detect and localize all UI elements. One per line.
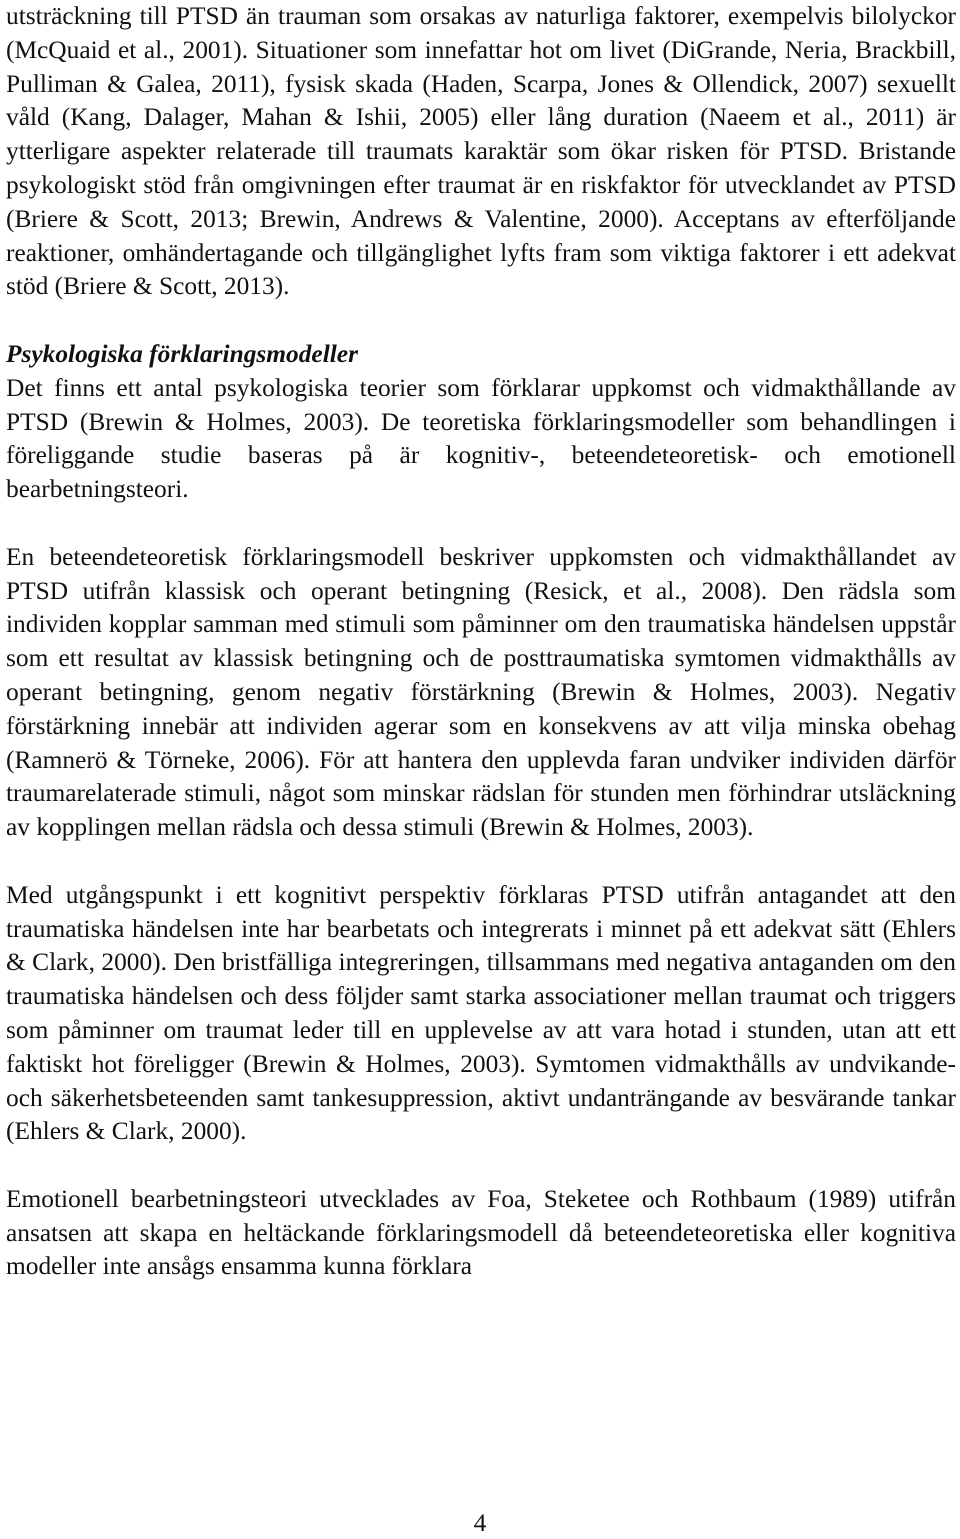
- paragraph-gap: [6, 1149, 956, 1183]
- paragraph-cognitive-model: Med utgångspunkt i ett kognitivt perspektiv förklaras PTSD utifrån antagandet att den traumatiska händelsen inte har bearbetats och integrerats i minnet på ett adekvat sätt (Ehlers & Clark, 2000). Den bristfälliga integreringen, tillsammans med negativa antaganden om den traumatiska händelsen och dess följder samt starka associationer mellan traumat och triggers som påminner om traumat leder till en upplevelse av att vara hotad i stunden, utan att ett faktiskt hot föreligger (Brewin & Holmes, 2003). Symtomen vidmakthålls av undvikande- och säkerhetsbeteenden samt tankesuppression, aktivt undanträngande av besvärande tankar (Ehlers & Clark, 2000).: [6, 880, 956, 1146]
- paragraph-emotional-processing: Emotionell bearbetningsteori utvecklades av Foa, Steketee och Rothbaum (1989) utifrån ansatsen att skapa en heltäckande förklaringsmodell då beteendeteoretiska eller kognitiva modeller inte ansågs ensamma kunna förklara: [6, 1184, 956, 1281]
- paragraph-gap: [6, 304, 956, 338]
- paragraph-gap: [6, 507, 956, 541]
- page-number: 4: [473, 1509, 487, 1537]
- section-heading: Psykologiska förklaringsmodeller: [6, 339, 358, 368]
- document-page: [6, 0, 956, 1284]
- paragraph-gap: [6, 845, 956, 879]
- paragraph-behavioral-model: En beteendeteoretisk förklaringsmodell beskriver uppkomsten och vidmakthållandet av PTSD utifrån klassisk och operant betingning (Resick, et al., 2008). Den rädsla som individen kopplar samman med stimuli som påminner om den traumatiska händelsen uppstår som ett resultat av klassisk betingning och de posttraumatiska symtomen vidmakthålls av operant betingning, genom negativ förstärkning (Brewin & Holmes, 2003). Negativ förstärkning innebär att individen agerar som en konsekvens av att vilja minska obehag (Ramnerö & Törneke, 2006). För att hantera den upplevda faran undviker individen därför traumarelaterade stimuli, något som minskar rädslan för stunden men förhindrar utsläckning av kopplingen mellan rädsla och dessa stimuli (Brewin & Holmes, 2003).: [6, 542, 956, 842]
- paragraph-risk-factors: utsträckning till PTSD än trauman som orsakas av naturliga faktorer, exempelvis bilolyckor (McQuaid et al., 2001). Situationer som innefattar hot om livet (DiGrande, Neria, Brackbill, Pulliman & Galea, 2011), fysisk skada (Haden, Scarpa, Jones & Ollendick, 2007) sexuellt våld (Kang, Dalager, Mahan & Ishii, 2005) eller lång duration (Naeem et al., 2011) är ytterligare aspekter relaterade till traumats karaktär som ökar risken för PTSD. Bristande psykologiskt stöd från omgivningen efter traumat är en riskfaktor för utvecklandet av PTSD (Briere & Scott, 2013; Brewin, Andrews & Valentine, 2000). Acceptans av efterföljande reaktioner, omhändertagande och tillgänglighet lyfts fram som viktiga faktorer i ett adekvat stöd (Briere & Scott, 2013).: [6, 2, 956, 301]
- paragraph-theories-intro: Det finns ett antal psykologiska teorier som förklarar uppkomst och vidmakthållande av PTSD (Brewin & Holmes, 2003). De teoretiska förklaringsmodeller som behandlingen i föreliggande studie baseras på är kognitiv-, beteendeteoretisk- och emotionell bearbetningsteori.: [6, 373, 956, 504]
